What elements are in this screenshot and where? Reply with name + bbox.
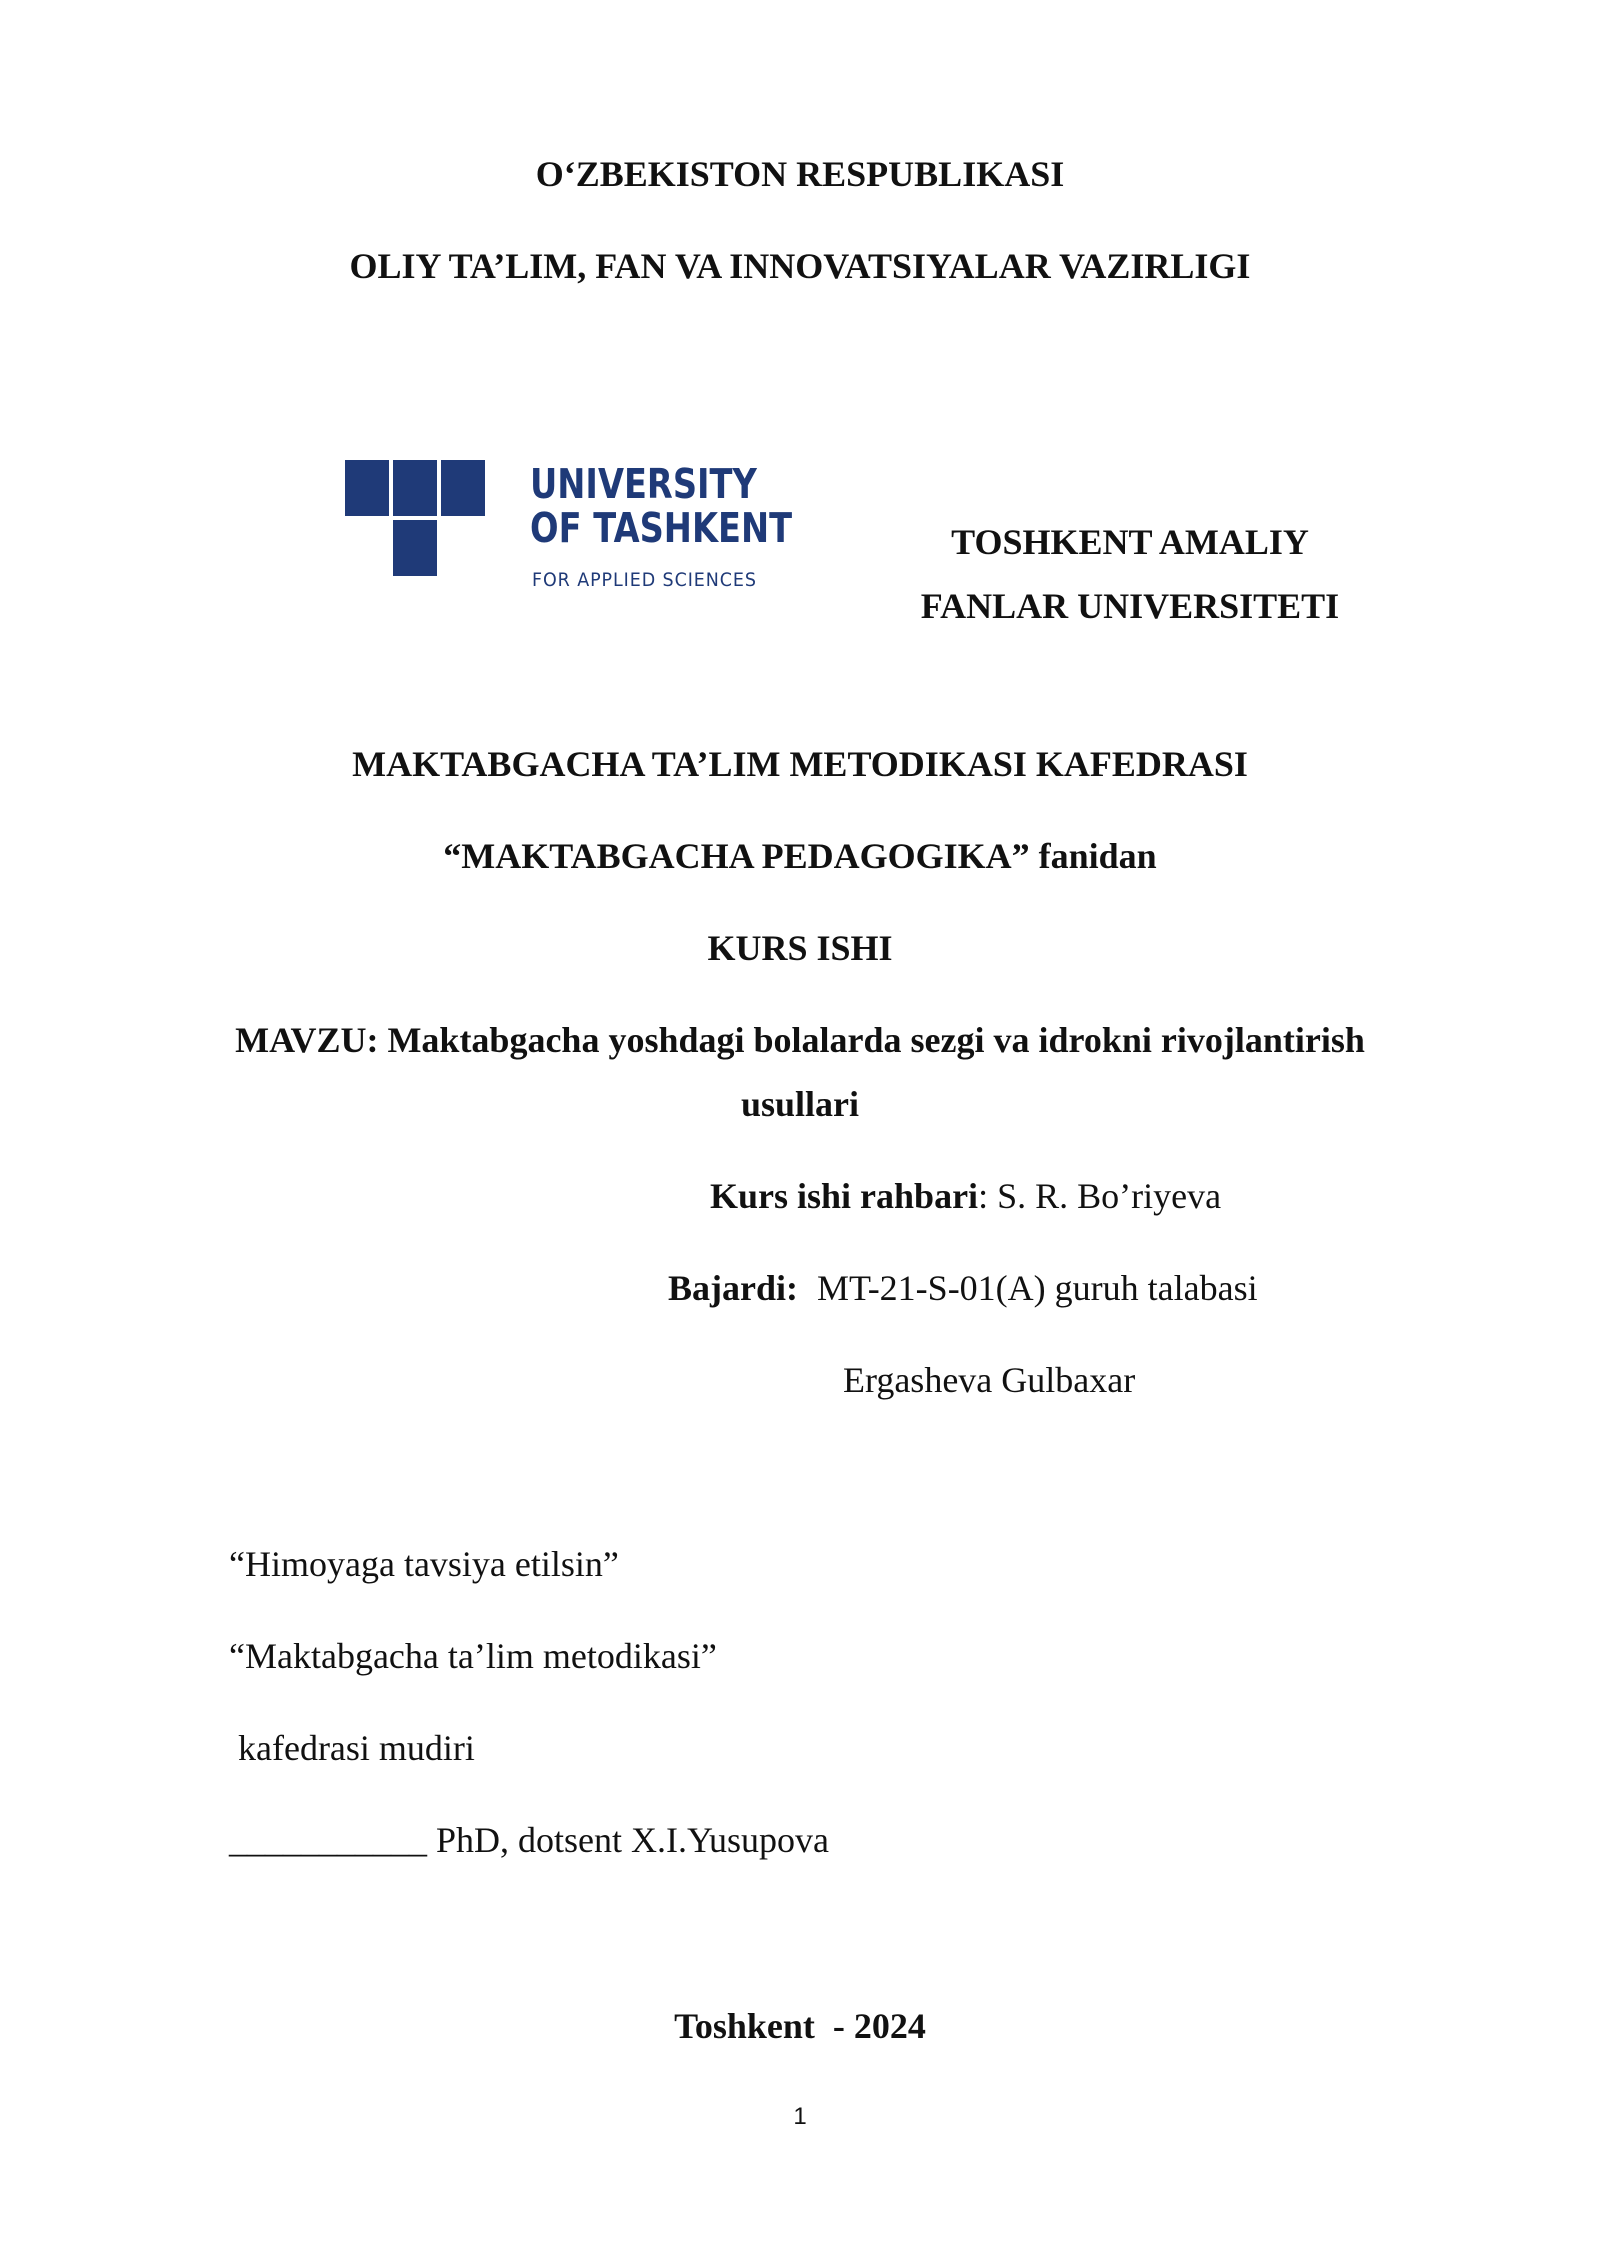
performer-group: MT-21-S-01(A) guruh talabasi bbox=[817, 1268, 1258, 1308]
topic-line1: MAVZU: Maktabgacha yoshdagi bolalarda sezgi va idrokni rivojlantirish bbox=[235, 1020, 1365, 1060]
performer-row bbox=[668, 1266, 1258, 1310]
supervisor-label: Kurs ishi rahbari bbox=[710, 1176, 979, 1216]
performer-name: Ergasheva Gulbaxar bbox=[843, 1360, 1136, 1400]
performer-label: Bajardi: bbox=[668, 1268, 798, 1308]
university-name-line2: FANLAR UNIVERSITETI bbox=[920, 586, 1340, 626]
page-number: 1 bbox=[793, 2103, 807, 2130]
logo-text-applied-sciences: FOR APPLIED SCIENCES bbox=[532, 569, 757, 591]
logo-square-1 bbox=[345, 460, 389, 516]
university-logo bbox=[345, 460, 793, 600]
logo-square-3 bbox=[441, 460, 485, 516]
logo-text-university: UNIVERSITY bbox=[530, 460, 757, 508]
signature-line: ___________ bbox=[229, 1820, 427, 1860]
signer-name: PhD, dotsent X.I.Yusupova bbox=[436, 1820, 829, 1860]
university-name-line1: TOSHKENT AMALIY bbox=[951, 522, 1309, 562]
department-name: MAKTABGACHA TA’LIM METODIKASI KAFEDRASI bbox=[352, 744, 1248, 784]
city-year: Toshkent - 2024 bbox=[674, 2006, 926, 2046]
approval-signature-row bbox=[229, 1818, 829, 1862]
ministry-name: OLIY TA’LIM, FAN VA INNOVATSIYALAR VAZIRLIGI bbox=[349, 246, 1251, 286]
subject-name: “MAKTABGACHA PEDAGOGIKA” fanidan bbox=[443, 836, 1157, 876]
approval-recommendation: “Himoyaga tavsiya etilsin” bbox=[229, 1544, 619, 1584]
ministry-country: O‘ZBEKISTON RESPUBLIKASI bbox=[535, 154, 1065, 194]
work-type: KURS ISHI bbox=[707, 928, 893, 968]
approval-department: “Maktabgacha ta’lim metodikasi” bbox=[229, 1636, 717, 1676]
supervisor-value: : S. R. Bo’riyeva bbox=[978, 1176, 1222, 1216]
logo-square-4 bbox=[393, 520, 437, 576]
logo-text-of-tashkent: OF TASHKENT bbox=[530, 504, 793, 552]
supervisor-row bbox=[710, 1174, 1221, 1218]
approval-head-title: kafedrasi mudiri bbox=[238, 1728, 475, 1768]
topic-line2: usullari bbox=[740, 1084, 860, 1124]
logo-square-2 bbox=[393, 460, 437, 516]
